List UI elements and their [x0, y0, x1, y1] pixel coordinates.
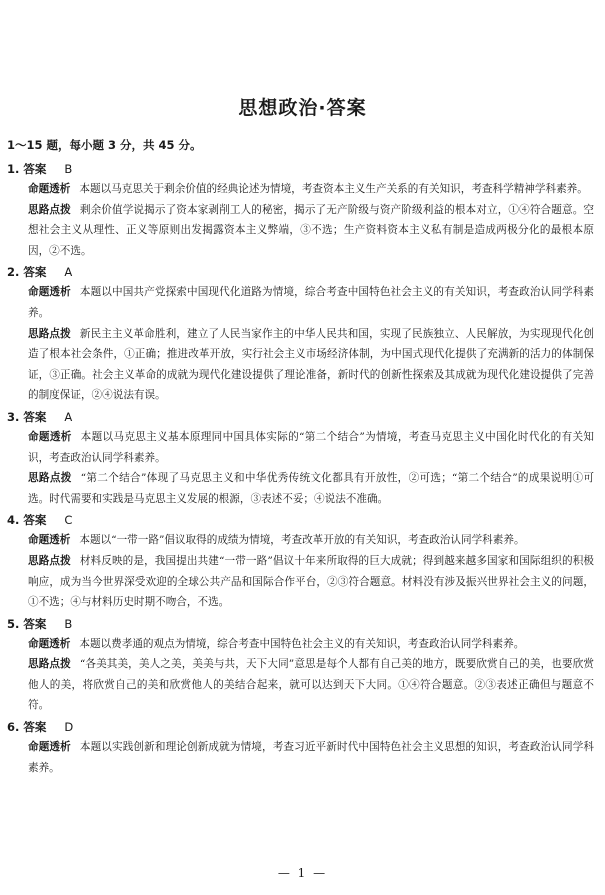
intent-label: 命题透析 [28, 430, 72, 443]
analysis-label: 思路点拨 [28, 554, 71, 567]
analysis-label: 思路点拨 [28, 472, 72, 485]
analysis-paragraph [28, 468, 594, 509]
analysis-text: “第二个结合”体现了马克思主义和中华优秀传统文化都具有开放性，②可选；“第二个结合”的成果说明①可选。时代需要和实践是马克思主义发展的根源，③表述不妥；④说法不准确。 [28, 472, 594, 505]
question-2 [7, 263, 594, 406]
answer-value: A [64, 409, 73, 424]
intent-label: 命题透析 [28, 534, 71, 547]
question-number: 3. [7, 409, 20, 424]
intent-paragraph [28, 179, 594, 200]
analysis-paragraph [28, 551, 594, 613]
analysis-text: “各美其美，美人之美，美美与共，天下大同”意思是每个人都有自己美的地方，既要欣赏自己的美，也要欣赏他人的美，将欣赏自己的美和欣赏他人的美结合起来，就可以达到天下大同。①④符合题意。②③表述正确但与题意不符。 [28, 658, 594, 712]
question-number: 6. [7, 720, 20, 735]
analysis-text: 材料反映的是，我国提出共建“一带一路”倡议十年来所取得的巨大成就；得到越来越多国家和国际组织的积极响应，成为当今世界深受欢迎的全球公共产品和国际合作平台，②③符合题意。材料没有涉及振兴世界社会主义的问题，①不选；④与材料历史时期不吻合，不选。 [28, 554, 594, 609]
answer-label: 答案 [23, 616, 47, 631]
question-4 [7, 511, 594, 612]
question-number: 5. [7, 616, 20, 631]
intent-paragraph [28, 530, 594, 551]
question-6 [7, 718, 594, 778]
answer-label: 答案 [23, 720, 47, 735]
analysis-text: 新民主主义革命胜利，建立了人民当家作主的中华人民共和国，实现了民族独立、人民解放，为实现现代化创造了根本社会条件，①正确；推进改革开放，实行社会主义市场经济体制，为中国式现代化提供了充满新的活力的体制保证，③正确。社会主义革命的成就为现代化建设提供了理论准备，新时代的创新性探索及其成就为现代化建设提供了完善的制度保证，②④说法有误。 [28, 327, 594, 402]
analysis-label: 思路点拨 [28, 203, 71, 216]
answer-label: 答案 [23, 162, 47, 176]
questions-list [7, 160, 594, 778]
intent-text: 本题以实践创新和理论创新成就为情境，考查习近平新时代中国特色社会主义思想的知识，考查政治认同学科素养。 [28, 741, 594, 774]
question-header [7, 718, 594, 737]
question-header [7, 160, 594, 179]
page-title: 思想政治·答案 [238, 97, 367, 119]
question-header [7, 615, 594, 634]
analysis-paragraph [28, 200, 594, 262]
question-header [7, 263, 594, 282]
intent-paragraph [28, 634, 594, 655]
answer-value: C [64, 513, 73, 528]
question-3 [7, 408, 594, 509]
intent-label: 命题透析 [28, 741, 71, 754]
question-number: 2. [7, 265, 20, 280]
question-header [7, 511, 594, 530]
page-number: — 1 — [277, 866, 328, 880]
answer-value: B [64, 616, 73, 631]
answer-label: 答案 [23, 513, 47, 528]
intent-paragraph [28, 427, 594, 468]
intent-text: 本题以“一带一路”倡议取得的成绩为情境，考查改革开放的有关知识，考查政治认同学科素养。 [79, 534, 525, 547]
answer-label: 答案 [23, 265, 47, 280]
intent-text: 本题以费孝通的观点为情境，综合考查中国特色社会主义的有关知识，考查政治认同学科素养。 [79, 637, 525, 650]
intent-label: 命题透析 [28, 286, 71, 299]
question-header [7, 408, 594, 427]
intent-paragraph [28, 282, 594, 323]
question-number: 1. [7, 162, 20, 176]
answer-value: A [64, 265, 73, 280]
intent-text: 本题以马克思主义基本原理同中国具体实际的“第二个结合”为情境，考查马克思主义中国化时代化的有关知识，考查政治认同学科素养。 [28, 430, 595, 464]
section-intro: 1～15 题，每小题 3 分，共 45 分。 [7, 138, 202, 152]
intent-label: 命题透析 [28, 183, 71, 195]
answer-value: B [64, 162, 73, 176]
intent-text: 本题以马克思关于剩余价值的经典论述为情境，考查资本主义生产关系的有关知识，考查科学精神学科素养。 [79, 183, 588, 195]
analysis-label: 思路点拨 [28, 658, 71, 671]
analysis-label: 思路点拨 [28, 327, 71, 340]
question-1 [7, 160, 594, 261]
intent-paragraph [28, 737, 594, 778]
analysis-paragraph [28, 324, 594, 406]
answer-label: 答案 [23, 409, 47, 424]
answer-value: D [64, 720, 74, 735]
question-number: 4. [7, 513, 20, 528]
question-5 [7, 615, 594, 716]
intent-label: 命题透析 [28, 637, 71, 650]
intent-text: 本题以中国共产党探索中国现代化道路为情境，综合考查中国特色社会主义的有关知识，考查政治认同学科素养。 [28, 286, 594, 319]
analysis-text: 剩余价值学说揭示了资本家剥削工人的秘密，揭示了无产阶级与资产阶级利益的根本对立，①④符合题意。空想社会主义从理性、正义等原则出发揭露资本主义弊端，③不选；生产资料资本主义私有制是造成两极分化的最根本原因，②不选。 [28, 203, 594, 257]
analysis-paragraph [28, 654, 594, 716]
